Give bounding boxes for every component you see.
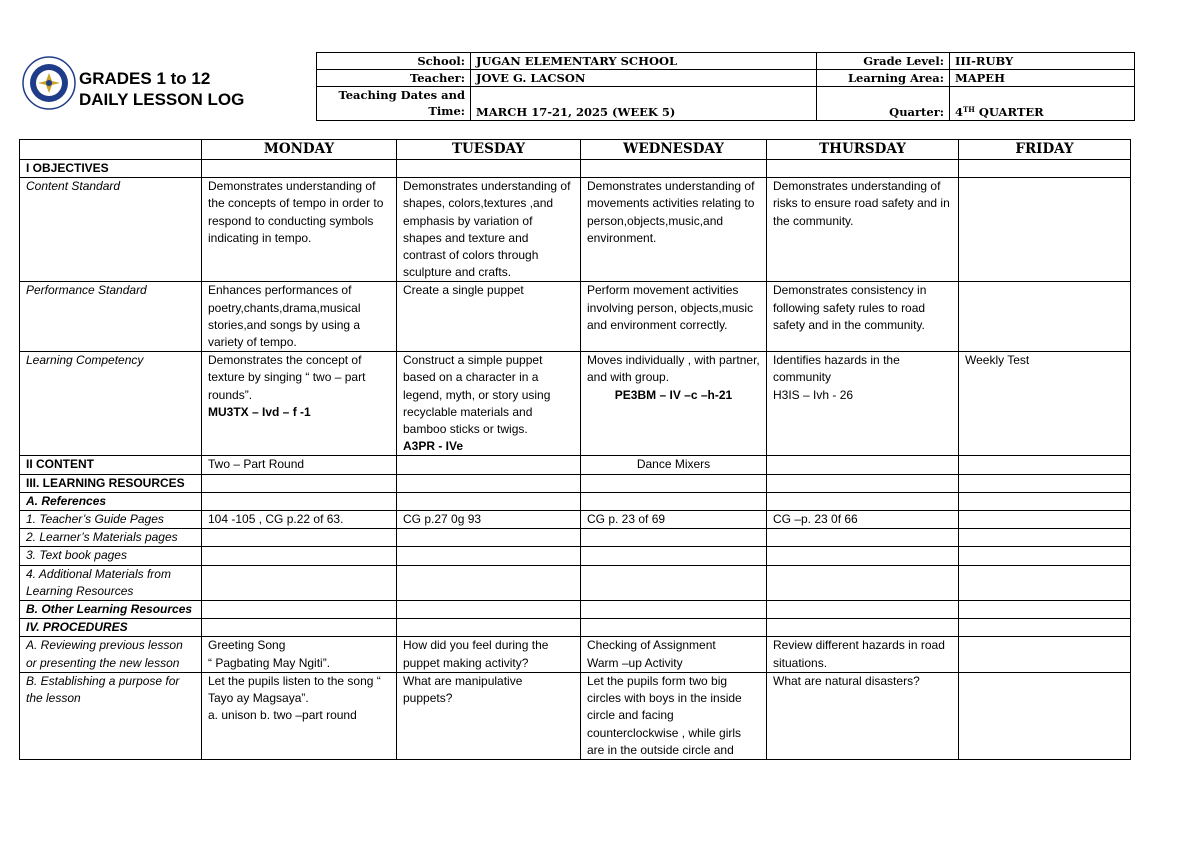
learning-competency-tuesday-code: A3PR - IVe	[403, 439, 464, 454]
performance-standard-label: Performance Standard	[20, 282, 202, 352]
performance-standard-thursday: Demonstrates consistency in following safety rules to road safety and in the community.	[767, 282, 959, 352]
teachers-guide-label: 1. Teacher’s Guide Pages	[20, 511, 202, 529]
learning-competency-thursday	[767, 352, 959, 456]
learning-competency-thursday-text: Identifies hazards in the community	[773, 353, 900, 385]
table-row	[20, 529, 1131, 547]
performance-standard-monday: Enhances performances of poetry,chants,drama,musical stories,and songs by using a variety of tempo.	[202, 282, 397, 352]
school-label: School:	[317, 53, 471, 70]
table-row	[20, 637, 1131, 672]
reviewing-wednesday-line1: Checking of Assignment	[587, 638, 716, 653]
learning-competency-tuesday	[397, 352, 581, 456]
cell	[767, 547, 959, 565]
cell	[397, 492, 581, 510]
cell	[202, 601, 397, 619]
content-standard-wednesday: Demonstrates understanding of movements activities relating to person,objects,music,and environment.	[581, 178, 767, 282]
establishing-purpose-monday-line2: a. unison b. two –part round	[208, 708, 357, 723]
teachers-guide-monday: 104 -105 , CG p.22 of 63.	[202, 511, 397, 529]
performance-standard-wednesday: Perform movement activities involving person, objects,music and environment correctly.	[581, 282, 767, 352]
title-line-2: DAILY LESSON LOG	[79, 90, 245, 109]
teaching-dates-label	[317, 87, 471, 121]
cell	[202, 492, 397, 510]
quarter-label: Quarter:	[817, 87, 950, 121]
cell	[959, 565, 1131, 600]
learning-area-label: Learning Area:	[817, 70, 950, 87]
reviewing-thursday: Review different hazards in road situations.	[767, 637, 959, 672]
cell	[767, 529, 959, 547]
cell	[397, 547, 581, 565]
content-standard-tuesday: Demonstrates understanding of shapes, colors,textures ,and emphasis by variation of shapes and texture and contrast of colors through sculpture and crafts.	[397, 178, 581, 282]
reviewing-tuesday: How did you feel during the puppet making activity?	[397, 637, 581, 672]
content-standard-friday	[959, 178, 1131, 282]
cell	[397, 565, 581, 600]
content-standard-thursday: Demonstrates understanding of risks to ensure road safety and in the community.	[767, 178, 959, 282]
content-standard-monday: Demonstrates understanding of the concepts of tempo in order to respond to conducting symbols indicating in tempo.	[202, 178, 397, 282]
establishing-purpose-tuesday: What are manipulative puppets?	[397, 672, 581, 759]
learning-competency-monday-text: Demonstrates the concept of texture by singing “ two – part rounds”.	[208, 353, 366, 402]
table-row	[20, 547, 1131, 565]
other-resources-label: B. Other Learning Resources	[20, 601, 202, 619]
table-row	[20, 352, 1131, 456]
day-header-row	[20, 140, 1131, 160]
cell	[959, 474, 1131, 492]
reviewing-label: A. Reviewing previous lesson or presenting the new lesson	[20, 637, 202, 672]
day-header-wednesday: WEDNESDAY	[581, 140, 767, 160]
cell	[397, 160, 581, 178]
quarter-text: QUARTER	[974, 105, 1044, 119]
content-section-label: II CONTENT	[20, 456, 202, 474]
performance-standard-friday	[959, 282, 1131, 352]
additional-materials-label: 4. Additional Materials from Learning Resources	[20, 565, 202, 600]
reviewing-friday	[959, 637, 1131, 672]
cell	[959, 619, 1131, 637]
table-row	[20, 601, 1131, 619]
cell	[767, 601, 959, 619]
cell	[202, 547, 397, 565]
establishing-purpose-thursday: What are natural disasters?	[767, 672, 959, 759]
table-row	[20, 178, 1131, 282]
establishing-purpose-friday	[959, 672, 1131, 759]
teacher-label: Teacher:	[317, 70, 471, 87]
cell	[397, 601, 581, 619]
objectives-section-label: I OBJECTIVES	[20, 160, 202, 178]
establishing-purpose-wednesday: Let the pupils form two big circles with boys in the inside circle and facing counterclockwise , while girls are in the outside circle and	[581, 672, 767, 759]
day-header-monday: MONDAY	[202, 140, 397, 160]
content-wednesday: Dance Mixers	[581, 456, 767, 474]
grade-level-label: Grade Level:	[817, 53, 950, 70]
cell	[959, 547, 1131, 565]
content-monday: Two – Part Round	[202, 456, 397, 474]
learning-competency-friday: Weekly Test	[959, 352, 1131, 456]
cell	[202, 619, 397, 637]
cell	[397, 529, 581, 547]
learning-competency-wednesday	[581, 352, 767, 456]
cell	[581, 565, 767, 600]
teachers-guide-wednesday: CG p. 23 of 69	[581, 511, 767, 529]
learning-competency-monday-code: MU3TX – Ivd – f -1	[208, 404, 311, 419]
day-header-thursday: THURSDAY	[767, 140, 959, 160]
reviewing-monday-line2: “ Pagbating May Ngiti”.	[208, 655, 331, 670]
title-line-1: GRADES 1 to 12	[79, 69, 211, 88]
cell	[767, 474, 959, 492]
cell	[581, 474, 767, 492]
cell	[959, 529, 1131, 547]
content-tuesday	[397, 456, 581, 474]
lesson-log-table	[19, 139, 1131, 760]
learning-competency-monday	[202, 352, 397, 456]
cell	[959, 160, 1131, 178]
quarter-suffix: TH	[963, 105, 975, 114]
establishing-purpose-monday	[202, 672, 397, 759]
references-label: A. References	[20, 492, 202, 510]
table-row	[20, 160, 1131, 178]
establishing-purpose-label: B. Establishing a purpose for the lesson	[20, 672, 202, 759]
school-value: JUGAN ELEMENTARY SCHOOL	[471, 53, 817, 70]
teachers-guide-thursday: CG –p. 23 0f 66	[767, 511, 959, 529]
day-header-friday: FRIDAY	[959, 140, 1131, 160]
cell	[581, 619, 767, 637]
learning-competency-wednesday-code: PE3BM – IV –c –h-21	[614, 387, 733, 402]
reviewing-monday	[202, 637, 397, 672]
document-title	[79, 68, 244, 110]
learning-competency-thursday-code: H3IS – Ivh - 26	[773, 387, 854, 402]
learning-competency-tuesday-text: Construct a simple puppet based on a character in a legend, myth, or story using recyclable materials and bamboo sticks or twigs.	[403, 353, 551, 437]
table-row	[20, 619, 1131, 637]
content-standard-label: Content Standard	[20, 178, 202, 282]
learners-materials-label: 2. Learner’s Materials pages	[20, 529, 202, 547]
cell	[202, 160, 397, 178]
learning-area-value: MAPEH	[950, 70, 1135, 87]
cell	[581, 529, 767, 547]
content-friday	[959, 456, 1131, 474]
teaching-dates-value: MARCH 17-21, 2025 (WEEK 5)	[471, 87, 817, 121]
corner-cell	[20, 140, 202, 160]
teacher-value: JOVE G. LACSON	[471, 70, 817, 87]
cell	[767, 492, 959, 510]
textbook-pages-label: 3. Text book pages	[20, 547, 202, 565]
reviewing-wednesday-line2: Warm –up Activity	[587, 655, 683, 670]
table-row	[20, 565, 1131, 600]
cell	[202, 529, 397, 547]
teaching-dates-label-line1: Teaching Dates and	[338, 88, 465, 102]
table-row	[20, 474, 1131, 492]
teachers-guide-friday	[959, 511, 1131, 529]
reviewing-monday-line1: Greeting Song	[208, 638, 286, 653]
deped-seal-logo	[22, 56, 76, 110]
content-thursday	[767, 456, 959, 474]
cell	[397, 619, 581, 637]
procedures-section-label: IV. PROCEDURES	[20, 619, 202, 637]
teachers-guide-tuesday: CG p.27 0g 93	[397, 511, 581, 529]
table-row	[20, 282, 1131, 352]
cell	[581, 601, 767, 619]
cell	[581, 547, 767, 565]
quarter-number: 4	[955, 105, 964, 119]
cell	[959, 601, 1131, 619]
cell	[767, 160, 959, 178]
cell	[959, 492, 1131, 510]
header-info-table	[316, 52, 1135, 121]
cell	[202, 474, 397, 492]
cell	[767, 565, 959, 600]
reviewing-wednesday	[581, 637, 767, 672]
cell	[581, 492, 767, 510]
cell	[767, 619, 959, 637]
grade-level-value: III-RUBY	[950, 53, 1135, 70]
table-row	[20, 672, 1131, 759]
cell	[581, 160, 767, 178]
table-row	[20, 492, 1131, 510]
teaching-dates-label-line2: Time:	[428, 104, 465, 118]
establishing-purpose-monday-line1: Let the pupils listen to the song “ Tayo ay Magsaya”.	[208, 673, 381, 706]
performance-standard-tuesday: Create a single puppet	[397, 282, 581, 352]
learning-resources-section-label: III. LEARNING RESOURCES	[20, 474, 202, 492]
learning-competency-wednesday-text: Moves individually , with partner, and with group.	[587, 353, 760, 385]
day-header-tuesday: TUESDAY	[397, 140, 581, 160]
quarter-value	[950, 87, 1135, 121]
table-row	[20, 456, 1131, 474]
learning-competency-label: Learning Competency	[20, 352, 202, 456]
cell	[397, 474, 581, 492]
cell	[202, 565, 397, 600]
table-row	[20, 511, 1131, 529]
